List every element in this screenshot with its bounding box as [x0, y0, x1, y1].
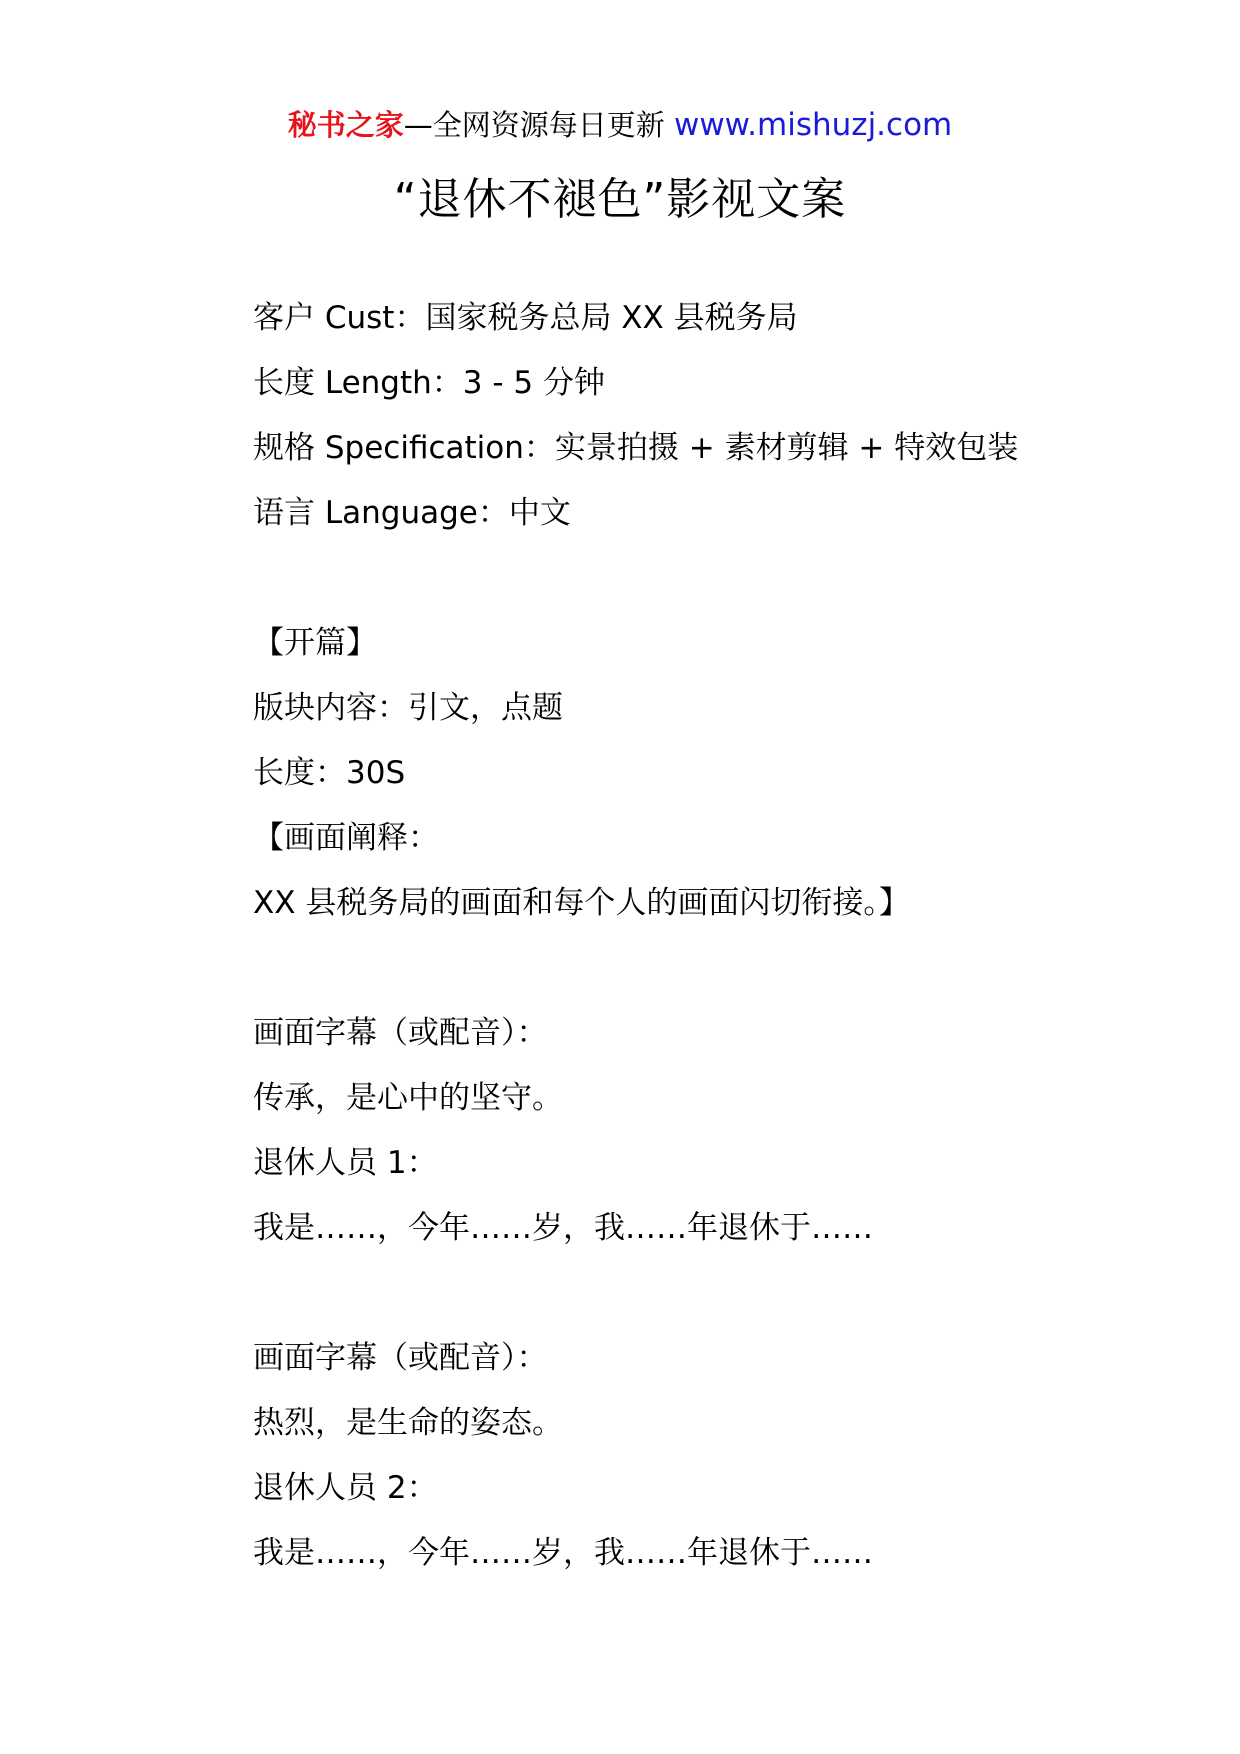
document-title: “退休不褪色”影视文案 — [393, 174, 847, 225]
site-header — [0, 103, 1240, 144]
site-url-link[interactable]: www.mishuzj.com — [673, 107, 953, 143]
segment2-speaker: 退休人员 2： — [253, 1470, 438, 1506]
brand-name: 秘书之家 — [287, 108, 404, 142]
info-length: 长度 Length：3 - 5 分钟 — [253, 365, 605, 401]
info-customer: 客户 Cust：国家税务总局 XX 县税务局 — [253, 300, 798, 336]
segment2-speech: 我是……，今年……岁，我……年退休于…… — [253, 1535, 873, 1571]
segment1-caption: 传承，是心中的坚守。 — [253, 1080, 563, 1116]
segment1-speech: 我是……，今年……岁，我……年退休于…… — [253, 1210, 873, 1246]
section-heading-opening: 【开篇】 — [253, 625, 377, 661]
opening-explain-text: XX 县税务局的画面和每个人的画面闪切衔接。】 — [253, 885, 910, 921]
info-specification: 规格 Specification：实景拍摄 + 素材剪辑 + 特效包装 — [253, 430, 1019, 466]
opening-duration: 长度：30S — [253, 755, 406, 791]
segment2-caption: 热烈，是生命的姿态。 — [253, 1405, 563, 1441]
segment1-caption-label: 画面字幕（或配音）： — [253, 1015, 548, 1051]
opening-explain-label: 【画面阐释： — [253, 820, 439, 856]
info-language: 语言 Language：中文 — [253, 495, 571, 531]
segment1-speaker: 退休人员 1： — [253, 1145, 438, 1181]
header-slogan: —全网资源每日更新 — [403, 108, 674, 142]
opening-content: 版块内容：引文，点题 — [253, 690, 563, 726]
segment2-caption-label: 画面字幕（或配音）： — [253, 1340, 548, 1376]
